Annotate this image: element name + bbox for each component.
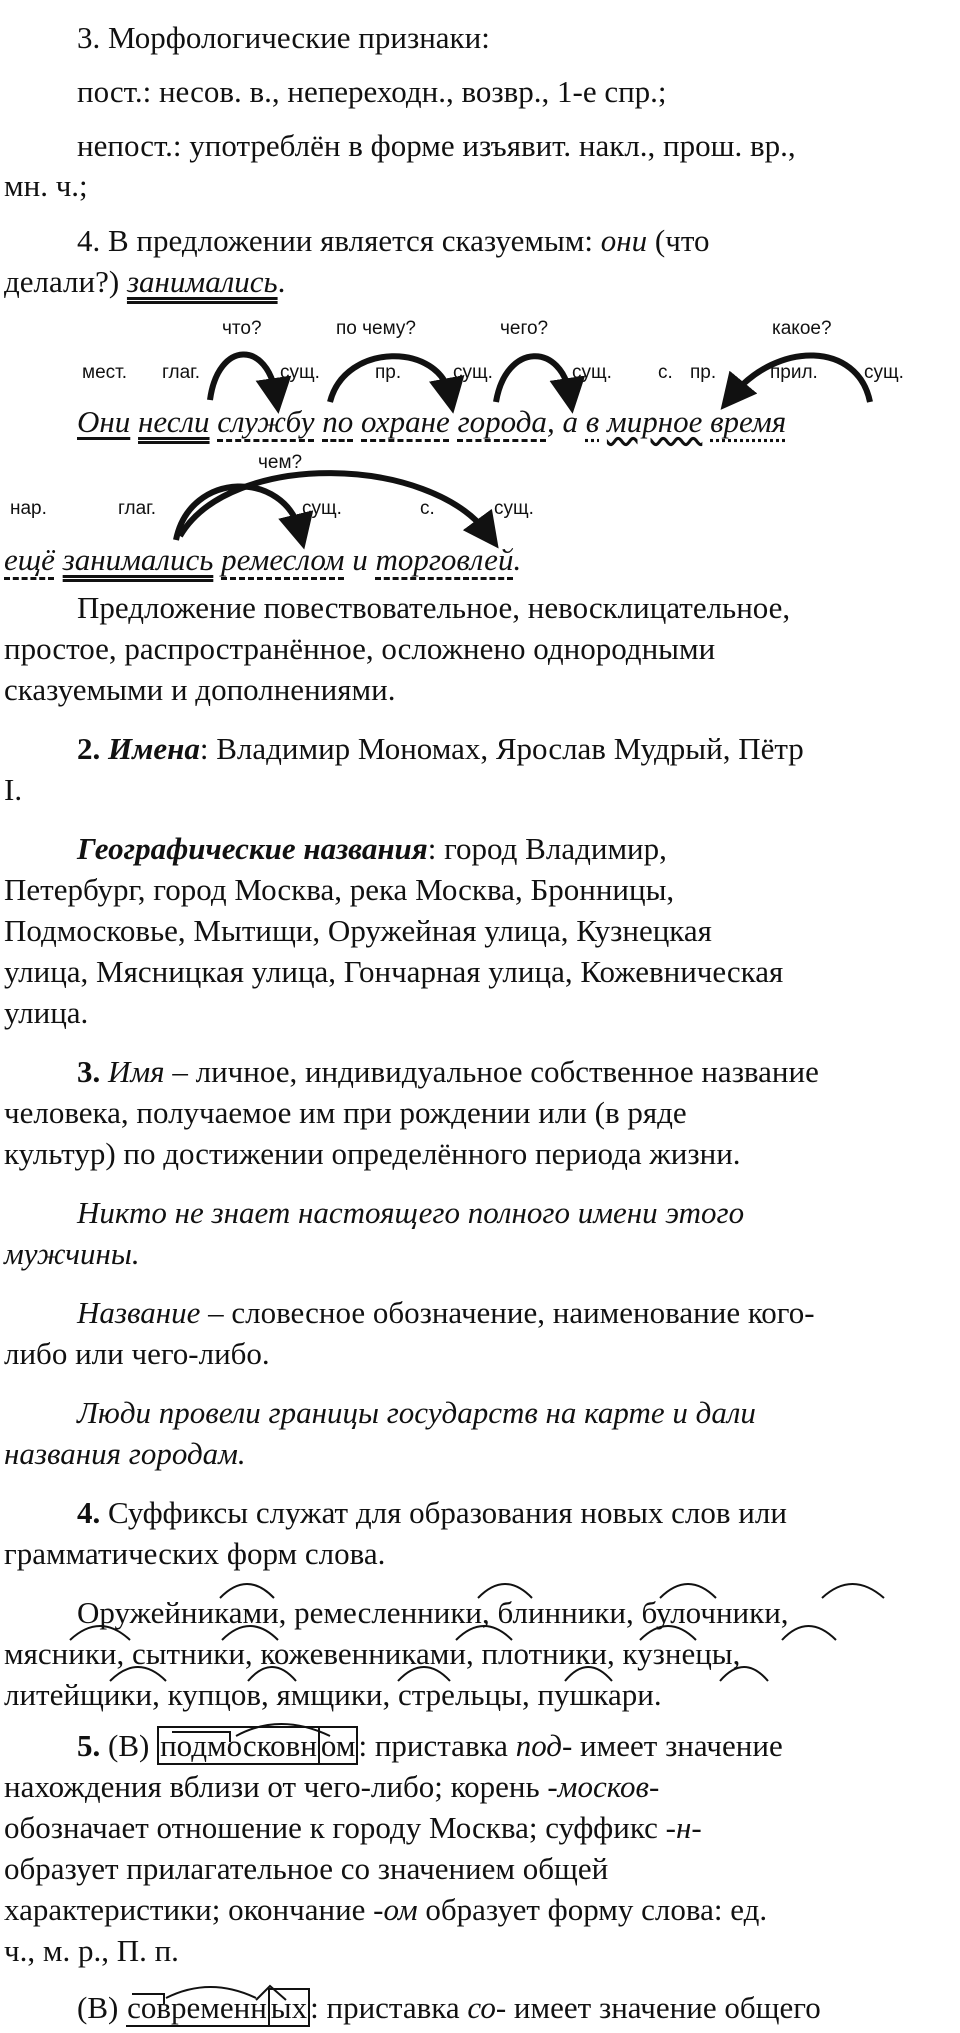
predicate-text: 4. В предложении является сказуемым:: [77, 223, 601, 258]
suffix-words-2: мясники, сытники, кожевенниками, плотники, кузнецы,: [4, 1636, 741, 1671]
definition-text: – личное, индивидуальное собственное название: [164, 1054, 819, 1089]
sentence-characteristics-2: простое, распространённое, осложнено однородными: [4, 631, 716, 666]
term-name: Имя: [108, 1054, 165, 1089]
predicate-text-2: (что: [647, 223, 710, 258]
parse-text: нахождения вблизи от чего-либо; корень -: [4, 1769, 558, 1804]
names-heading: Имена: [108, 731, 200, 766]
suffix-words-1: Оружейниками, ремесленники, блинники, булочники,: [77, 1595, 789, 1630]
pos-label: прил.: [770, 362, 818, 383]
geo-list: : город Владимир,: [427, 831, 667, 866]
predicate-word: занимались: [126, 264, 278, 299]
example-sentence: Люди провели границы государств на карте и дали: [77, 1395, 756, 1430]
term-title: Название: [77, 1295, 201, 1330]
word-object: охране: [361, 404, 450, 439]
title-definition-2: либо или чего-либо.: [4, 1336, 270, 1371]
word-stem: современн: [127, 1990, 267, 2025]
word-object: ремеслом: [221, 542, 345, 577]
word-object: торговлей: [375, 542, 514, 577]
prefix: со: [467, 1990, 496, 2025]
parse-text: : приставка: [358, 1728, 516, 1763]
geo-list-2: Петербург, город Москва, река Москва, Бронницы,: [4, 872, 675, 907]
example-sentence-2: названия городам.: [4, 1436, 246, 1471]
word-subject: Они: [77, 404, 131, 439]
word-object-prep: по: [322, 404, 354, 439]
parse-text-2: - имеет значение: [561, 1728, 783, 1763]
pos-label: с.: [420, 498, 435, 519]
pos-label: глаг.: [118, 498, 157, 519]
pos-label: сущ.: [453, 362, 493, 383]
suffix-text: Суффиксы служат для образования новых слов или: [100, 1495, 787, 1530]
question-label: что?: [222, 318, 262, 339]
suffix: н: [675, 1810, 692, 1845]
sentence-characteristics: Предложение повествовательное, невосклицательное,: [77, 590, 791, 625]
parse-text: : приставка: [310, 1990, 468, 2025]
word-stem: подмосковн: [157, 1726, 318, 1765]
morph-heading: 3. Морфологические признаки:: [77, 20, 490, 55]
pos-label: с.: [658, 362, 673, 383]
prefix: под: [515, 1728, 562, 1763]
parse-text-2: - имеет значение общего: [495, 1990, 821, 2025]
task-number: 4.: [77, 1495, 101, 1530]
word-predicate: занимались: [62, 542, 214, 577]
pos-label: сущ.: [280, 362, 320, 383]
morph-variable-cont: мн. ч.;: [4, 168, 88, 203]
pos-label: сущ.: [864, 362, 904, 383]
pos-label: сущ.: [302, 498, 342, 519]
word-adverbial-prep: в: [585, 404, 600, 439]
pos-label: сущ.: [572, 362, 612, 383]
pos-label: пр.: [690, 362, 717, 383]
definition-text: – словесное обозначение, наименование кого-: [200, 1295, 815, 1330]
task-number: 3.: [77, 1054, 108, 1089]
question-label: какое?: [772, 318, 832, 339]
task-number: 5.: [77, 1728, 101, 1763]
example-sentence-2: мужчины.: [4, 1236, 140, 1271]
definition-text-2: человека, получаемое им при рождении или (в ряде: [4, 1095, 687, 1130]
parse-text-2: образует форму слова: ед.: [417, 1892, 768, 1927]
word-ending: ом: [318, 1726, 359, 1765]
word-ending: ых: [268, 1988, 310, 2027]
word-adverbial: время: [710, 404, 787, 439]
period: .: [513, 542, 522, 577]
names-list-cont: I.: [4, 772, 23, 807]
question-text: делали?): [4, 264, 127, 299]
case-mark: (В): [77, 1990, 127, 2025]
pos-label: глаг.: [162, 362, 201, 383]
word-conj: , а: [546, 404, 578, 439]
word-predicate: несли: [138, 404, 210, 439]
morph-variable: непост.: употреблён в форме изъявит. накл., прош. вр.,: [77, 128, 796, 163]
names-list: : Владимир Мономах, Ярослав Мудрый, Пётр: [199, 731, 804, 766]
geo-list-3: Подмосковье, Мытищи, Оружейная улица, Кузнецкая: [4, 913, 712, 948]
example-sentence: Никто не знает настоящего полного имени этого: [77, 1195, 745, 1230]
geo-list-5: улица.: [4, 995, 89, 1030]
case-mark: (В): [100, 1728, 158, 1763]
geo-list-4: улица, Мясницкая улица, Гончарная улица, Кожевническая: [4, 954, 784, 989]
pos-label: сущ.: [494, 498, 534, 519]
ending: ом: [383, 1892, 418, 1927]
question-label: чего?: [500, 318, 549, 339]
subject-word: они: [600, 223, 648, 258]
pos-label: нар.: [10, 498, 47, 519]
root: москов: [557, 1769, 649, 1804]
word-conj: и: [352, 542, 368, 577]
pos-label: мест.: [82, 362, 128, 383]
word-object: службу: [217, 404, 315, 439]
parse-line-4: образует прилагательное со значением общей: [4, 1851, 609, 1886]
sentence-characteristics-3: сказуемыми и дополнениями.: [4, 672, 396, 707]
suffix-words-3: литейщики, купцов, ямщики, стрельцы, пушкари.: [4, 1677, 662, 1712]
geo-heading: Географические названия: [77, 831, 428, 866]
task-number: 2.: [77, 731, 108, 766]
morph-constant: пост.: несов. в., непереходн., возвр., 1-е спр.;: [77, 74, 667, 109]
period: .: [277, 264, 286, 299]
question-label: чем?: [258, 452, 303, 473]
question-label: по чему?: [336, 318, 416, 339]
word-adverbial: ещё: [4, 542, 55, 577]
pos-label: пр.: [375, 362, 402, 383]
hyphen: -: [648, 1769, 660, 1804]
hyphen: -: [691, 1810, 702, 1845]
definition-text-3: культур) по достижении определённого периода жизни.: [4, 1136, 741, 1171]
parse-text: обозначает отношение к городу Москва; суффикс -: [4, 1810, 676, 1845]
word-object: города: [457, 404, 547, 439]
suffix-text-2: грамматических форм слова.: [4, 1536, 386, 1571]
word-attribute: мирное: [606, 404, 703, 439]
parse-text: характеристики; окончание -: [4, 1892, 384, 1927]
parse-line-6: ч., м. р., П. п.: [4, 1933, 179, 1968]
